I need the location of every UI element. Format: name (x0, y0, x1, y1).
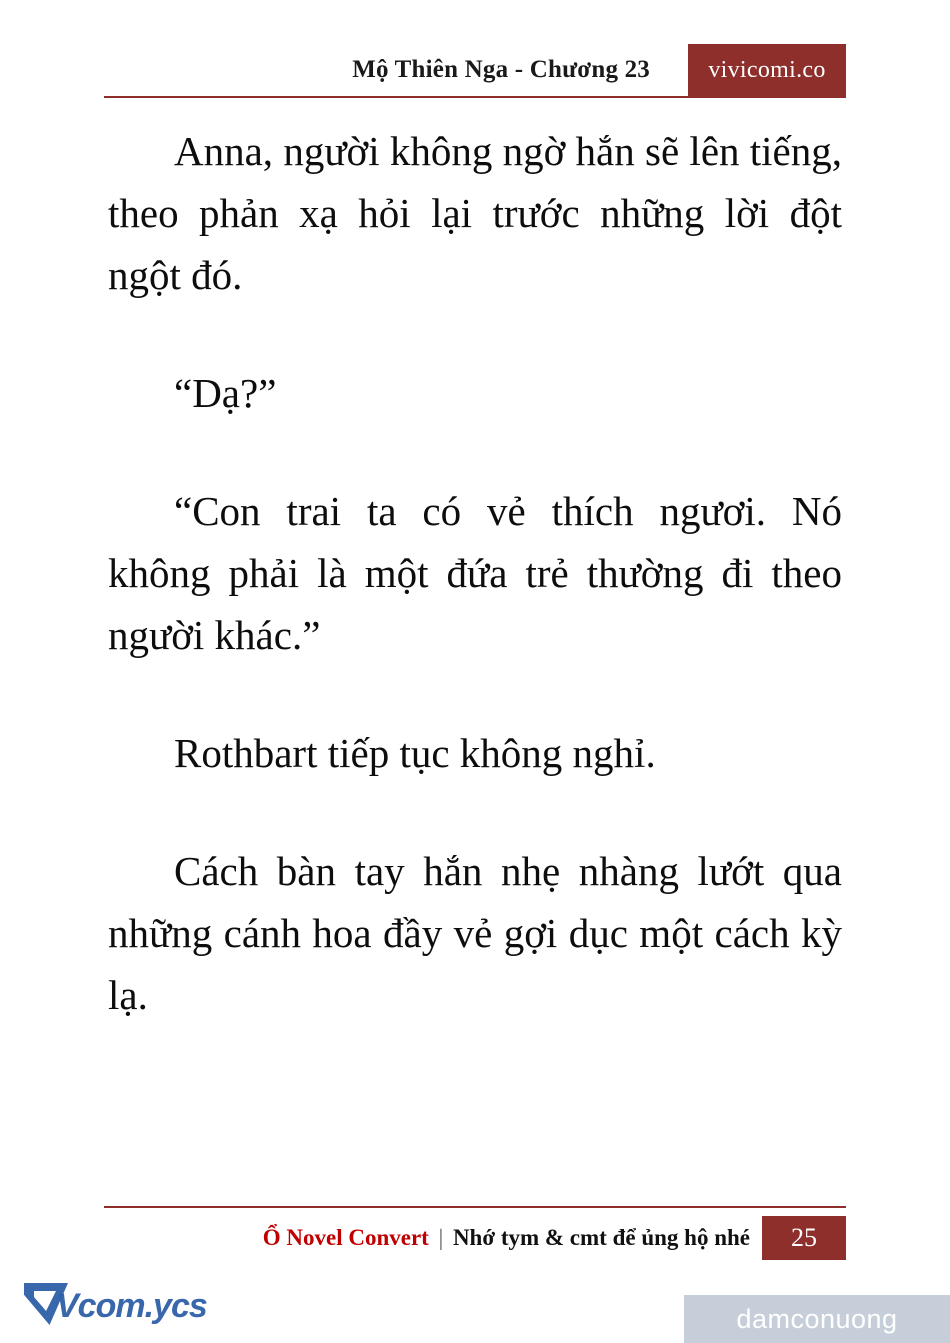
footer-brand-label: Ổ Novel Convert (262, 1225, 429, 1250)
footer-note-label: Nhớ tym & cmt để ủng hộ nhé (452, 1225, 750, 1250)
page-footer (104, 1206, 846, 1254)
watermark-right (684, 1295, 950, 1343)
chapter-title: Mộ Thiên Nga - Chương 23 (352, 56, 650, 83)
vcomics-logo-inner (34, 1291, 56, 1311)
site-badge: vivicomi.co (688, 44, 846, 96)
paragraph: Cách bàn tay hắn nhẹ nhàng lướt qua những cánh hoa đầy vẻ gợi dục một cách kỳ lạ. (108, 848, 842, 1018)
footer-separator: | (438, 1225, 444, 1250)
paragraph: Anna, người không ngờ hắn sẽ lên tiếng, theo phản xạ hỏi lại trước những lời đột ngột đó. (108, 128, 842, 298)
paragraph: “Con trai ta có vẻ thích ngươi. Nó không phải là một đứa trẻ thường đi theo người khác.” (108, 488, 842, 658)
watermark-left-label: Vcom.ycs (56, 1287, 207, 1325)
watermark-left (24, 1279, 207, 1335)
paragraph: Rothbart tiếp tục không nghỉ. (174, 730, 656, 776)
header-divider (104, 96, 846, 98)
paragraph: “Dạ?” (174, 370, 277, 416)
footer-content (104, 1216, 846, 1260)
page-content (108, 120, 842, 1026)
page-header (104, 56, 846, 104)
page-number: 25 (762, 1216, 846, 1260)
watermark-right-label: damconuong (736, 1303, 898, 1334)
footer-credit (263, 1225, 750, 1251)
footer-divider (104, 1206, 846, 1208)
